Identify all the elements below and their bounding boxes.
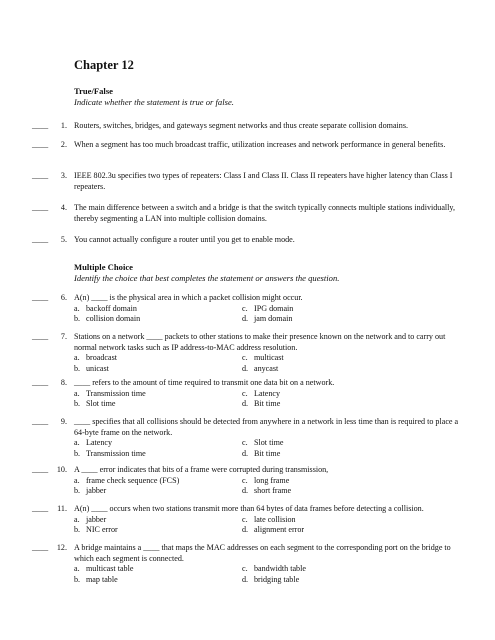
choice-b[interactable]: b. collision domain bbox=[74, 314, 141, 323]
choice-c[interactable]: c. late collision bbox=[242, 514, 296, 524]
choice-a[interactable]: a. frame check sequence (FCS) bbox=[74, 475, 180, 485]
choice-b[interactable]: b. unicast bbox=[74, 363, 109, 373]
choice-d[interactable]: d. bridging table bbox=[242, 574, 300, 584]
question-number: 9. bbox=[60, 417, 67, 426]
multiple-choice-header bbox=[74, 262, 474, 284]
question-text: When a segment has too much broadcast traffic, utilization increases and network performance in general benefits. bbox=[74, 140, 446, 149]
choice-c[interactable]: c. IPG domain bbox=[242, 303, 294, 313]
choice-a[interactable]: a. multicast table bbox=[74, 564, 134, 573]
answer-blank[interactable]: ____ bbox=[32, 378, 49, 387]
choice-d[interactable]: d. anycast bbox=[242, 363, 279, 373]
question-number: 11. bbox=[57, 504, 67, 513]
multiple-choice-instruction: Identify the choice that best completes the statement or answers the question. bbox=[74, 273, 340, 283]
question-text: You cannot actually configure a router until you get to enable mode. bbox=[74, 235, 295, 244]
question-text: A bridge maintains a ____ that maps the MAC addresses on each segment to the corresponding port on the bridge to which each segment is connected. bbox=[74, 543, 451, 563]
question-text: The main difference between a switch and a bridge is that the switch typically connects multiple stations individually, thereby segmenting a LAN into multiple collision domains. bbox=[74, 203, 455, 223]
choice-b[interactable]: b. Slot time bbox=[74, 399, 116, 408]
question-text: Stations on a network ____ packets to other stations to make their presence known on the network and to carry out normal network tasks such as IP address-to-MAC address resolution. bbox=[74, 332, 446, 352]
answer-blank[interactable]: ____ bbox=[32, 293, 49, 302]
true-false-heading: True/False bbox=[74, 86, 113, 96]
choice-c[interactable]: c. Slot time bbox=[242, 438, 284, 447]
question-number: 5. bbox=[60, 235, 67, 244]
question-number: 1. bbox=[60, 121, 67, 130]
question-number: 10. bbox=[56, 465, 67, 474]
answer-blank[interactable]: ____ bbox=[32, 465, 49, 474]
choice-c[interactable]: c. Latency bbox=[242, 388, 281, 398]
true-false-instruction: Indicate whether the statement is true or false. bbox=[74, 97, 234, 107]
question-text: Routers, switches, bridges, and gateways segment networks and thus create separate collision domains. bbox=[74, 121, 409, 130]
choice-a[interactable]: a. broadcast bbox=[74, 353, 118, 362]
question-number: 4. bbox=[60, 203, 67, 212]
choice-a[interactable]: a. Latency bbox=[74, 438, 113, 447]
choice-c[interactable]: c. long frame bbox=[242, 475, 290, 485]
choice-a[interactable]: a. jabber bbox=[74, 514, 107, 524]
question-number: 8. bbox=[60, 378, 67, 387]
choice-d[interactable]: d. Bit time bbox=[242, 448, 281, 458]
answer-blank[interactable]: ____ bbox=[32, 332, 49, 341]
question-number: 2. bbox=[60, 140, 67, 149]
choice-d[interactable]: d. jam domain bbox=[242, 314, 293, 323]
true-false-header bbox=[74, 86, 474, 108]
choice-a[interactable]: a. Transmission time bbox=[74, 388, 146, 398]
answer-blank[interactable]: ____ bbox=[32, 235, 49, 244]
choice-b[interactable]: b. map table bbox=[74, 574, 118, 584]
choice-d[interactable]: d. alignment error bbox=[242, 525, 305, 534]
multiple-choice-heading: Multiple Choice bbox=[74, 262, 133, 272]
question-number: 7. bbox=[60, 332, 67, 341]
question-text: A(n) ____ occurs when two stations transmit more than 64 bytes of data frames before detecting a collision. bbox=[74, 504, 424, 513]
question-text: ____ refers to the amount of time required to transmit one data bit on a network. bbox=[74, 378, 335, 387]
answer-blank[interactable]: ____ bbox=[32, 121, 49, 130]
choice-d[interactable]: d. Bit time bbox=[242, 399, 281, 408]
answer-blank[interactable]: ____ bbox=[32, 171, 49, 180]
choice-b[interactable]: b. jabber bbox=[74, 486, 107, 495]
answer-blank[interactable]: ____ bbox=[32, 140, 49, 149]
question-number: 3. bbox=[60, 171, 67, 180]
question-number: 12. bbox=[56, 543, 67, 552]
choice-b[interactable]: b. Transmission time bbox=[74, 448, 146, 458]
question-number: 6. bbox=[60, 293, 67, 302]
question-text: IEEE 802.3u specifies two types of repeaters: Class I and Class II. Class II repeaters have higher latency than Class I repeaters. bbox=[74, 171, 453, 191]
answer-blank[interactable]: ____ bbox=[32, 203, 49, 212]
chapter-title: Chapter 12 bbox=[74, 58, 134, 72]
choice-d[interactable]: d. short frame bbox=[242, 486, 292, 495]
choice-c[interactable]: c. bandwidth table bbox=[242, 564, 306, 573]
choice-c[interactable]: c. multicast bbox=[242, 353, 284, 362]
answer-blank[interactable]: ____ bbox=[32, 504, 49, 513]
question-text: ____ specifies that all collisions should be detected from anywhere in a network in less time than is required to place a 64-byte frame on the network. bbox=[74, 417, 459, 437]
question-text: A(n) ____ is the physical area in which a packet collision might occur. bbox=[74, 293, 303, 302]
choice-b[interactable]: b. NIC error bbox=[74, 525, 118, 534]
question-text: A ____ error indicates that bits of a frame were corrupted during transmission, bbox=[74, 465, 329, 474]
answer-blank[interactable]: ____ bbox=[32, 543, 49, 552]
choice-a[interactable]: a. backoff domain bbox=[74, 303, 137, 313]
answer-blank[interactable]: ____ bbox=[32, 417, 49, 426]
